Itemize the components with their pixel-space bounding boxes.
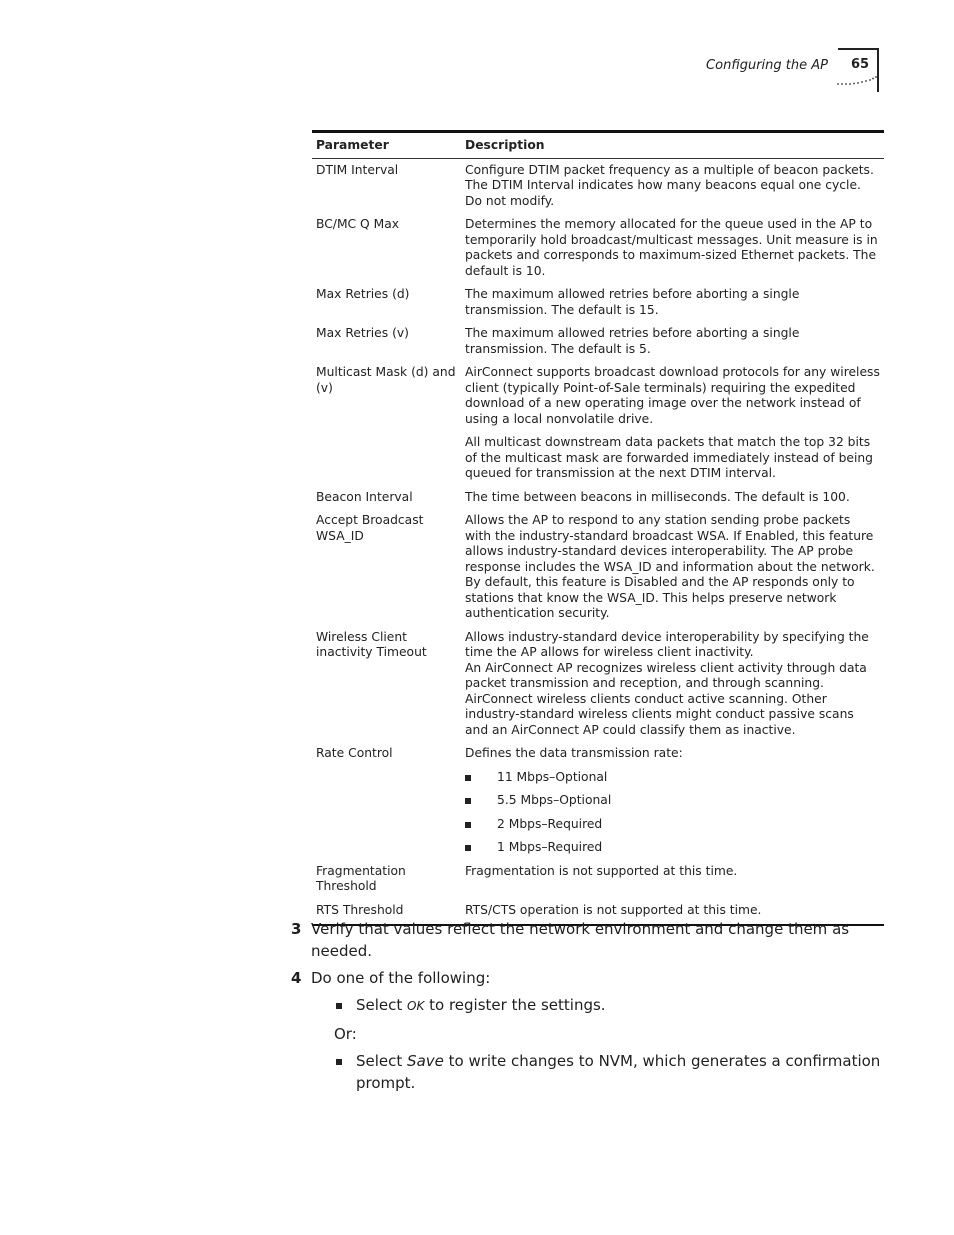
step-number: 4 xyxy=(291,969,302,987)
table-row xyxy=(312,283,884,322)
parameter-table xyxy=(312,130,884,926)
list-item xyxy=(465,840,880,856)
param-cell: Max Retries (d) xyxy=(316,287,410,301)
column-header-parameter: Parameter xyxy=(312,132,461,159)
rate-list xyxy=(465,770,880,856)
desc-text: Determines the memory allocated for the queue used in the AP to temporarily hold broadcast/multicast messages. Unit measure is in packets and corresponds to maximum-sized Ethernet packets. The default is 10. xyxy=(465,217,878,278)
desc-text: The maximum allowed retries before aborting a single transmission. The default is 5. xyxy=(465,326,800,356)
desc-text: Allows industry-standard device interoperability by specifying the time the AP allows for wireless client inactivity. xyxy=(465,629,869,659)
bullet-square-icon xyxy=(465,822,471,828)
list-item xyxy=(465,770,880,786)
table-row xyxy=(312,626,884,743)
table-row xyxy=(312,213,884,283)
option-text: Select xyxy=(356,996,408,1014)
list-item-text: 5.5 Mbps–Optional xyxy=(497,793,612,807)
table-row xyxy=(312,158,884,213)
param-cell: Accept Broadcast WSA_ID xyxy=(316,513,424,543)
column-header-description: Description xyxy=(461,132,884,159)
desc-text: AirConnect supports broadcast download protocols for any wireless client (typically Point-of-Sale terminals) requiring the expedited download of a new operating image over the network instead of using a local nonvolatile drive. xyxy=(465,365,880,426)
save-keyword: Save xyxy=(407,1052,444,1070)
param-cell: RTS Threshold xyxy=(312,899,461,926)
desc-cell xyxy=(461,361,884,486)
desc-text: Fragmentation is not supported at this time. xyxy=(465,863,738,878)
desc-cell xyxy=(461,322,884,361)
list-item xyxy=(465,793,880,809)
desc-cell xyxy=(461,742,884,860)
or-text: Or: xyxy=(334,1025,357,1043)
list-item xyxy=(465,817,880,833)
desc-text: The time between beacons in milliseconds. The default is 100. xyxy=(465,489,850,504)
table-row xyxy=(312,742,884,860)
bullet-square-icon xyxy=(336,1059,342,1065)
desc-cell xyxy=(461,626,884,743)
param-cell: Beacon Interval xyxy=(316,489,413,504)
desc-text: Defines the data transmission rate: xyxy=(465,746,683,760)
param-cell: Fragmentation Threshold xyxy=(316,863,406,893)
param-cell: Multicast Mask (d) and (v) xyxy=(316,365,456,395)
desc-cell xyxy=(461,509,884,626)
list-item-text: 1 Mbps–Required xyxy=(497,840,603,854)
step-4 xyxy=(291,967,901,989)
param-cell: Wireless Client inactivity Timeout xyxy=(316,629,427,659)
desc-text: The maximum allowed retries before aborting a single transmission. The default is 15. xyxy=(465,287,800,317)
option-text: to write changes to NVM, which generates a confirmation prompt. xyxy=(356,1052,881,1092)
bullet-square-icon xyxy=(465,798,471,804)
page-number: 65 xyxy=(851,57,870,72)
table-row xyxy=(312,509,884,626)
desc-cell xyxy=(461,283,884,322)
desc-cell xyxy=(461,860,884,899)
table-row xyxy=(312,860,884,899)
step-text: Do one of the following: xyxy=(311,969,491,987)
corner-rule-horizontal xyxy=(838,48,879,50)
option-text: to register the settings. xyxy=(424,996,606,1014)
param-cell: DTIM Interval xyxy=(316,162,399,177)
dotted-ornament-icon xyxy=(836,76,880,86)
table-row xyxy=(312,361,884,486)
desc-cell xyxy=(461,158,884,213)
option-save xyxy=(291,1050,901,1094)
desc-cell xyxy=(461,486,884,510)
bullet-square-icon xyxy=(465,775,471,781)
param-cell: Rate Control xyxy=(316,746,393,760)
table-header-row xyxy=(312,132,884,159)
step-number: 3 xyxy=(291,920,302,938)
list-item-text: 11 Mbps–Optional xyxy=(497,769,608,784)
desc-text: All multicast downstream data packets that match the top 32 bits of the multicast mask are forwarded immediately instead of being queued for transmission at the next DTIM interval. xyxy=(465,435,873,480)
desc-text: Configure DTIM packet frequency as a multiple of beacon packets. The DTIM Interval indicates how many beacons equal one cycle. Do not modify. xyxy=(465,162,874,208)
list-item-text: 2 Mbps–Required xyxy=(497,816,603,831)
procedure-steps xyxy=(291,918,901,1094)
header-title: Configuring the AP xyxy=(706,58,828,73)
desc-cell xyxy=(461,213,884,283)
step-text: Verify that values reflect the network environment and change them as needed. xyxy=(311,920,850,960)
option-ok xyxy=(291,994,901,1017)
table-row xyxy=(312,322,884,361)
desc-text: Allows the AP to respond to any station sending probe packets with the industry-standard broadcast WSA. If Enabled, this feature allows industry-standard devices interoperability. The AP probe response includes the WSA_ID and information about the network. By default, this feature is Disabled and the AP responds only to stations that know the WSA_ID. This helps preserve network authentication security. xyxy=(465,513,875,620)
ok-keyword: OK xyxy=(407,999,425,1013)
table-row xyxy=(312,486,884,510)
param-cell: BC/MC Q Max xyxy=(316,217,400,231)
step-3 xyxy=(291,918,901,962)
option-text: Select xyxy=(356,1052,408,1070)
bullet-square-icon xyxy=(336,1003,342,1009)
bullet-square-icon xyxy=(465,845,471,851)
param-cell: Max Retries (v) xyxy=(316,326,409,340)
desc-text: RTS/CTS operation is not supported at this time. xyxy=(465,902,762,917)
desc-text: An AirConnect AP recognizes wireless client activity through data packet transmission and reception, and through scanning. AirConnect wireless clients conduct active scanning. Other industry-standard wireless clients might conduct passive scans and an AirConnect AP could classify them as inactive. xyxy=(465,660,867,737)
